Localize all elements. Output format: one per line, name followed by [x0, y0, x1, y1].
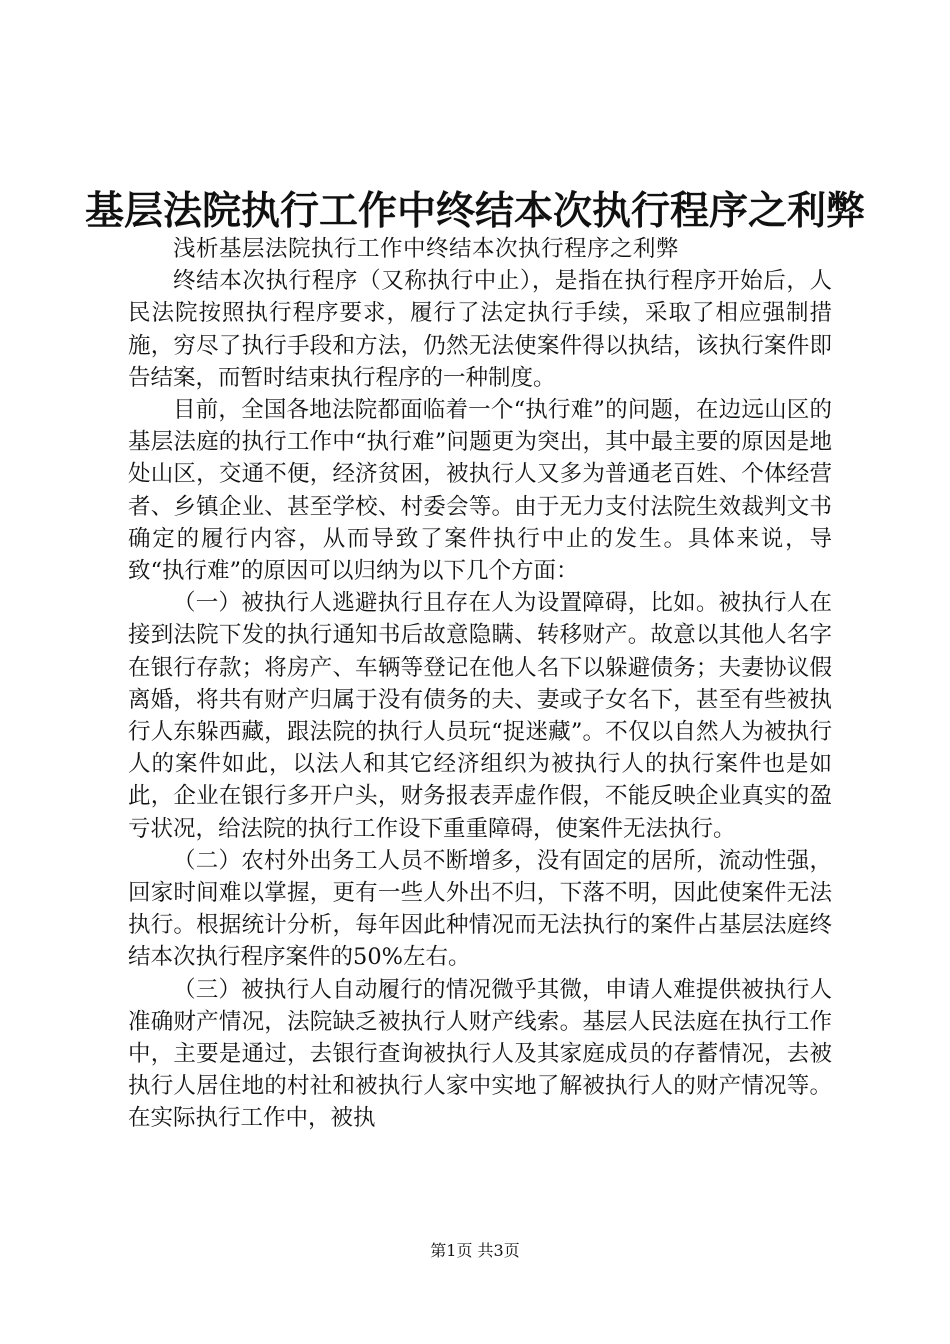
- paragraph-reason-three: （三）被执行人自动履行的情况微乎其微，申请人难提供被执行人准确财产情况，法院缺乏被执行人财产线索。基层人民法庭在执行工作中，主要是通过，去银行查询被执行人及其家庭成员的存蓄情况，去被执行人居住地的村社和被执行人家中实地了解被执行人的财产情况等。在实际执行工作中，被执: [128, 976, 832, 1132]
- paragraph-reason-one: （一）被执行人逃避执行且存在人为设置障碍，比如。被执行人在接到法院下发的执行通知书后故意隐瞒、转移财产。故意以其他人名字在银行存款；将房产、车辆等登记在他人名下以躲避债务；夫妻协议假离婚，将共有财产归属于没有债务的夫、妻或子女名下，甚至有些被执行人东躲西藏，跟法院的执行人员玩“捉迷藏”。不仅以自然人为被执行人的案件如此，以法人和其它经济组织为被执行人的执行案件也是如此，企业在银行多开户头，财务报表弄虚作假，不能反映企业真实的盈亏状况，给法院的执行工作设下重重障碍，使案件无法执行。: [128, 590, 832, 842]
- page-number-footer: 第1页 共3页: [430, 1241, 520, 1260]
- paragraph-current-situation: 目前，全国各地法院都面临着一个“执行难”的问题，在边远山区的基层法庭的执行工作中“执行难”问题更为突出，其中最主要的原因是地处山区，交通不便，经济贫困，被执行人又多为普通老百姓、个体经营者、乡镇企业、甚至学校、村委会等。由于无力支付法院生效裁判文书确定的履行内容，从而导致了案件执行中止的发生。具体来说，导致“执行难”的原因可以归纳为以下几个方面：: [128, 397, 832, 585]
- document-body: [128, 233, 832, 1135]
- document-subtitle: 浅析基层法院执行工作中终结本次执行程序之利弊: [173, 236, 680, 262]
- paragraph-definition: 终结本次执行程序（又称执行中止），是指在执行程序开始后，人民法院按照执行程序要求，履行了法定执行手续，采取了相应强制措施，穷尽了执行手段和方法，仍然无法使案件得以执结，该执行案件即告结案，而暂时结束执行程序的一种制度。: [128, 268, 832, 391]
- paragraph-reason-two: （二）农村外出务工人员不断增多，没有固定的居所，流动性强，回家时间难以掌握，更有一些人外出不归，下落不明，因此使案件无法执行。根据统计分析，每年因此种情况而无法执行的案件占基层法庭终结本次执行程序案件的50%左右。: [128, 847, 832, 971]
- document-title: 基层法院执行工作中终结本次执行程序之利弊: [84, 188, 865, 234]
